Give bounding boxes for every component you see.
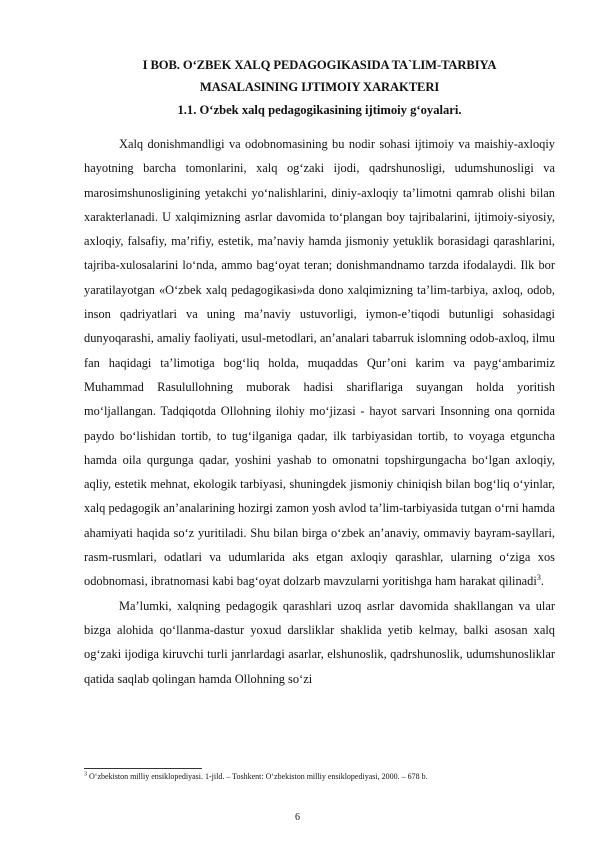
footnote: [84, 771, 555, 782]
body-text: [84, 132, 555, 691]
paragraph: [84, 132, 555, 594]
paragraph-text: Xalq donishmandligi va odobnomasining bu nodir sohasi ijtimoiy va maishiy-axloqiy hayotning barcha tomonlarini, xalq og‘zaki ijodi, qadrshunosligi, udumshunosligi va marosimshunosligining yetakchi yo‘nalishlarini, diniy-axloqiy ta’limotni qamrab olishi bilan xarakterlanadi. U xalqimizning asrlar davomida to‘plangan boy tajribalarini, ijtimoiy-siyosiy, axloqiy, falsafiy, ma’rifiy, estetik, ma’naviy hamda jismoniy yetuklik borasidagi qarashlarini, tajriba-xulosalarini lo‘nda, ammo bag‘oyat teran; donishmandnamo tarzda ifodalaydi. Ilk bor yaratilayotgan «O‘zbek xalq pedagogikasi»da dono xalqimizning ta’lim-tarbiya, axloq, odob, inson qadriyatlari va uning ma’naviy ustuvorligi, iymon-e’tiqodi butunligi sohasidagi dunyoqarashi, amaliy faoliyati, usul-metodlari, an’analari tabarruk islomning odob-axloq, ilmu fan haqidagi ta’limotiga bog‘liq holda, muqaddas Qur’oni karim va payg‘ambarimiz Muhammad Rasulullohning muborak hadisi shariflariga suyangan holda yoritish mo‘ljallangan. Tadqiqotda Ollohning ilohiy mo‘jizasi - hayot sarvari Insonning ona qornida paydo bo‘lishidan tortib, to tug‘ilganiga qadar, ilk tarbiyasidan tortib, to voyaga etguncha hamda oila qurgunga qadar, yoshini yashab to omonatni topshirgungacha bo‘lgan axloqiy, aqliy, estetik mehnat, ekologik tarbiyasi, shuningdek jismoniy chiniqish bilan bog‘liq o‘yinlar, xalq pedagogik an’analarining hozirgi zamon yosh avlod ta’lim-tarbiyasida tutgan o‘rni hamda ahamiyati haqida so‘z yuritiladi. Shu bilan birga o‘zbek an’anaviy, ommaviy bayram-sayllari, rasm-rusmlari, odatlari va udumlarida aks etgan axloqiy qarashlar, ularning o‘ziga xos odobnomasi, ibratnomasi kabi bag‘oyat dolzarb mavzularni yoritishga ham harakat qilinadi: [84, 137, 555, 589]
footnote-number: 3: [84, 771, 87, 778]
chapter-title-line-2: MASALASINING IJTIMOIY XARAKTERI: [199, 80, 440, 94]
page-number: 6: [295, 812, 300, 823]
paragraph-end-punctuation: .: [540, 574, 544, 589]
footnote-reference[interactable]: 3: [536, 573, 541, 583]
chapter-title: [80, 54, 559, 98]
chapter-title-line-1: I BOB. O‘ZBEK XALQ PEDAGOGIKASIDA TA`LIM-TARBIYA: [142, 58, 497, 72]
section-title: 1.1. O‘zbek xalq pedagogikasining ijtimoiy g‘oyalari.: [177, 103, 462, 117]
paragraph-text: Ma’lumki, xalqning pedagogik qarashlari uzoq asrlar davomida shakllangan va ular bizga alohida qo‘llanma-dastur yoxud darsliklar shaklida yetib kelmay, balki asosan xalq og‘zaki ijodiga kiruvchi turli janrlardagi asarlar, elshunoslik, qadrshunoslik, udumshunosliklar qatida saqlab qolingan hamda Ollohning so‘zi: [84, 598, 555, 686]
footnote-divider: [84, 768, 202, 769]
footnote-text: O‘zbekiston milliy ensiklopediyasi. 1-jild. – Toshkent: O‘zbekiston milliy ensiklopediyasi, 2000. – 678 b.: [87, 772, 428, 781]
paragraph: [84, 594, 555, 691]
